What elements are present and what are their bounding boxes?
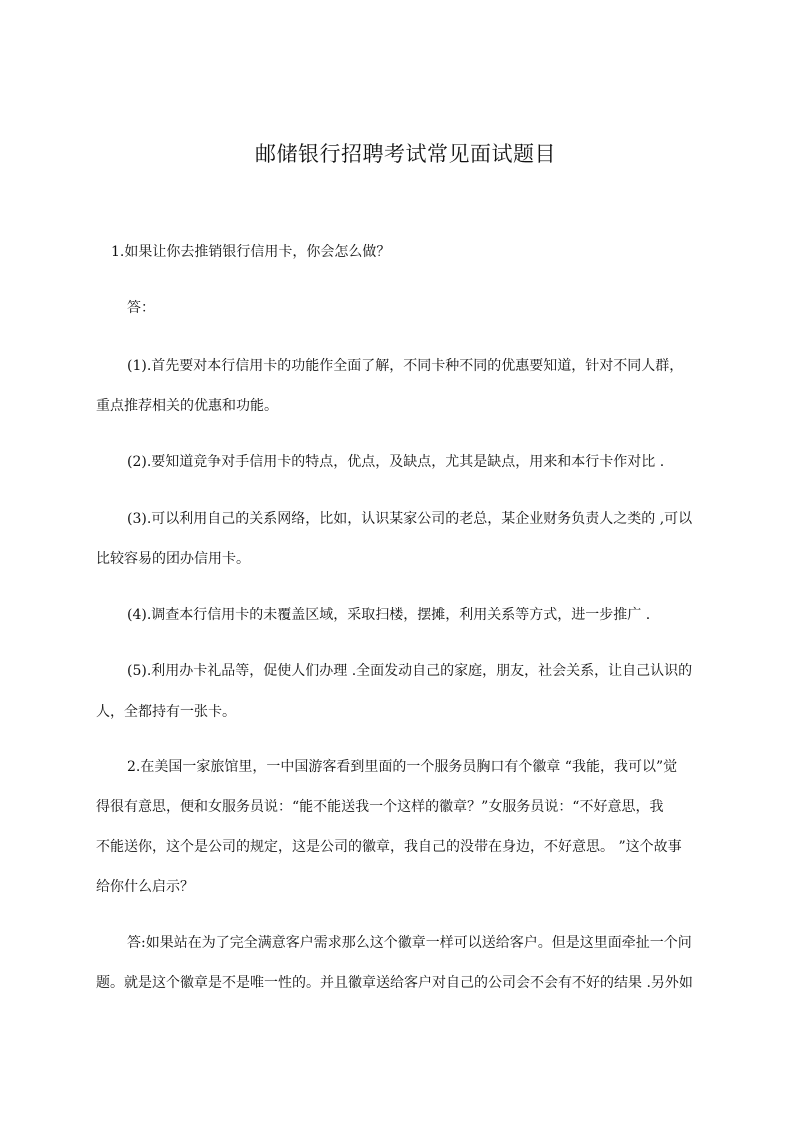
question-1: 1.如果让你去推销银行信用卡，你会怎么做？ <box>111 244 391 260</box>
answer-item-3-cont: 比较容易的团办信用卡。 <box>96 551 250 567</box>
question-2: 2.在美国一家旅馆里，一中国游客看到里面的一个服务员胸口有个徽章 “我能，我可以”觉 <box>127 759 678 775</box>
answer-item-1: (1).首先要对本行信用卡的功能作全面了解，不同卡种不同的优惠要知道，针对不同人群， <box>127 358 684 374</box>
question-2-cont-1: 得很有意思，便和女服务员说：“能不能送我一个这样的徽章？”女服务员说：“不好意思，我 <box>96 799 664 815</box>
answer-item-5-cont: 人，全都持有一张卡。 <box>96 704 236 720</box>
answer-item-2: (2).要知道竞争对手信用卡的特点，优点，及缺点，尤其是缺点，用来和本行卡作对比 . <box>127 454 665 470</box>
answer-item-5: (5).利用办卡礼品等，促使人们办理 .全面发动自己的家庭，朋友，社会关系，让自己认识的 <box>127 663 693 679</box>
answer-label: 答： <box>127 300 155 316</box>
page-title: 邮储银行招聘考试常见面试题目 <box>255 142 556 166</box>
answer-2: 答:如果站在为了完全满意客户需求那么这个徽章一样可以送给客户。但是这里面牵扯一个问 <box>127 935 692 951</box>
answer-item-1-cont: 重点推荐相关的优惠和功能。 <box>96 398 278 414</box>
question-2-cont-3: 给你什么启示？ <box>96 879 194 895</box>
answer-item-3: (3).可以利用自己的关系网络，比如，认识某家公司的老总，某企业财务负责人之类的 ,可以 <box>127 511 693 527</box>
answer-2-cont: 题。就是这个徽章是不是唯一性的。并且徽章送给客户对自己的公司会不会有不好的结果 .另外如 <box>96 975 693 991</box>
question-2-cont-2: 不能送你，这个是公司的规定，这是公司的徽章，我自己的没带在身边，不好意思。 ”这个故事 <box>96 839 682 855</box>
answer-item-4: (4).调查本行信用卡的未覆盖区域，采取扫楼，摆摊，利用关系等方式，进一步推广 . <box>127 607 651 623</box>
